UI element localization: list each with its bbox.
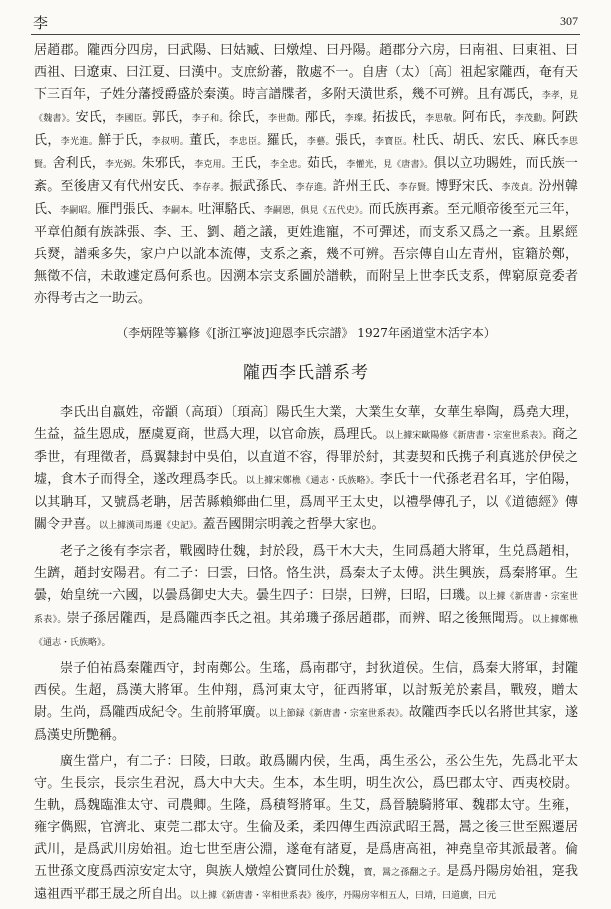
article-title: 隴西李氏譜系考 <box>243 363 369 383</box>
running-header <box>31 10 580 35</box>
paragraph-origin: 李氏出自嬴姓，帝顓（高頊）〔頊高〕陽氏生大業，大業生女華，女華生皋陶，爲堯大理，生益，益生恩成，歷虞夏商，世爲大理，以官命族，爲理氏。以上據宋歐陽修《新唐書・宗室世系表》。商之季世，有理徵者，爲翼隸封中吳伯，以直道不容，得罪於紂，其妻契和氏携子利真逃於伊侯之墟，食木子而得全，遂改理爲李氏。以上據宋鄭樵《通志・氏族略》。李氏十一代孫老君名耳，字伯陽，以其聃耳，又號爲老聃，居苦縣賴鄉曲仁里，爲周平王太史，以禮學傳孔子，以《道德經》傳關令尹喜。以上據漢司馬遷《史記》。蓋吾國開宗明義之哲學大家也。 <box>34 405 578 532</box>
intro-paragraph: 居趙郡。隴西分四房，曰武陽、曰姑臧、曰燉煌、曰丹陽。趙郡分六房，曰南祖、曰東祖、曰西祖、曰遼東、曰江夏、曰漢中。支庶紛蕃，散處不一。自唐（太）〔高〕祖起家隴西，奄有天下三百年，子姓分藩授爵盛於秦漢。時言譜牒者，多附天潢世系，幾不可辨。且有馮氏，李孝，見《魏書》。安氏，李國臣。郭氏，李子和。徐氏，李世勣。邴氏，李璨。拓拔氏，李思敬。阿布氏，李茂勳。阿跌氏，李光進。鮮于氏，李叔明。董氏，李忠臣。羅氏，李藝。張氏，李寶臣。杜氏、胡氏、宏氏、麻氏李思賢。舍利氏，李光弼。朱邪氏，李克用。王氏，李全忠。茹氏，李懽光，見《唐書》。俱以立功賜姓，而氏族一紊。至後唐又有代州安氏、李存孝。振武孫氏、李存進。許州王氏、李存賢。博野宋氏、李茂貞。汾州韓氏、李嗣昭。雁門張氏、李嗣本。吐渾駱氏、李嗣恩，俱見《五代史》。而氏族再紊。至元順帝後至元三年，平章伯顏有族誅張、李、王、劉、趙之議，更姓進寵，不可彈述，而支系又爲之一紊。且累經兵燹，譜乘多失，家户户以訛本流傳，支系之紊，幾不可辨。吾宗傳自山左青州，宦籍於鄭，無徵不信，未敢遽定爲何系也。因溯本宗支系圖於譜軼，而附呈上世李氏支系，俾窮原竟委者亦得考古之一助云。 <box>34 43 578 306</box>
header-character: 李 <box>33 14 49 32</box>
paragraph-warring-states: 老子之後有李宗者，戰國時仕魏，封於段，爲干木大夫，生同爲趙大將軍，生兑爲趙相，生躋，趙封安陽君。有二子：曰雲，曰恪。恪生洪，爲秦太子太傅。洪生興族，爲秦將軍。生曇，始皇统一六國，以曇爲御史大夫。曇生四子：曰崇，曰辨，曰昭，曰璣。以上據《新唐書・宗室世系表》。崇子孫居隴西，是爲隴西李氏之祖。其弟璣子孫居趙郡，而辨、昭之後無聞焉。以上據鄭樵《通志・氏族略》。 <box>34 544 578 648</box>
page-number: 307 <box>560 14 578 28</box>
paragraph-han-descendants: 廣生當户，有二子：曰陵，曰敢。敢爲關内侯，生禹，禹生丞公，丞公生先，先爲北平太守。生長宗，長宗生君況，爲大中大夫。生本，本生明，明生次公，爲巴郡太守、西夷校尉。生軌，爲魏臨淮太守、司農卿。生隆，爲積弩將軍。生艾，爲晉驍騎將軍、魏郡太守。生雍，雍字儁熙，官濟北、東莞二郡太守。生倫及柔，柔四傳生西涼武昭王暠，暠之後三世至熙遷居武川，是爲武川房始祖。迨七世至唐公淵，遂奄有諸夏，是爲唐高祖，神堯皇帝其派最著。倫五世孫文度爲西涼安定太守，與族人燉煌公寶同仕於魏，寶，暠之孫翻之子。是爲丹陽房始祖，寔我遠祖西平郡王晟之所自出。以上據《新唐書・宰相世系表》後序，丹陽房宰相五人，曰靖，曰道廣，曰元 <box>34 754 578 902</box>
page-body <box>34 40 578 907</box>
paragraph-longxi-line: 崇子伯祐爲秦隴西守，封南鄭公。生瑤，爲南郡守，封狄道侯。生信，爲秦大將軍，封隴西侯。生超，爲漢大將軍。生仲翔，爲河東太守，征西將軍，以討叛羌於素昌，戰歿，贈太尉。生尚，爲隴西成紀令。生前將軍廣。以上節録《新唐書・宗室世系表》。故隴西李氏以名將世其家，遂爲漢史所艷稱。 <box>34 661 578 743</box>
source-citation: （李炳陞等纂修《[浙江寧波]迎恩李氏宗譜》 1927年函道堂木活字本） <box>116 326 496 340</box>
